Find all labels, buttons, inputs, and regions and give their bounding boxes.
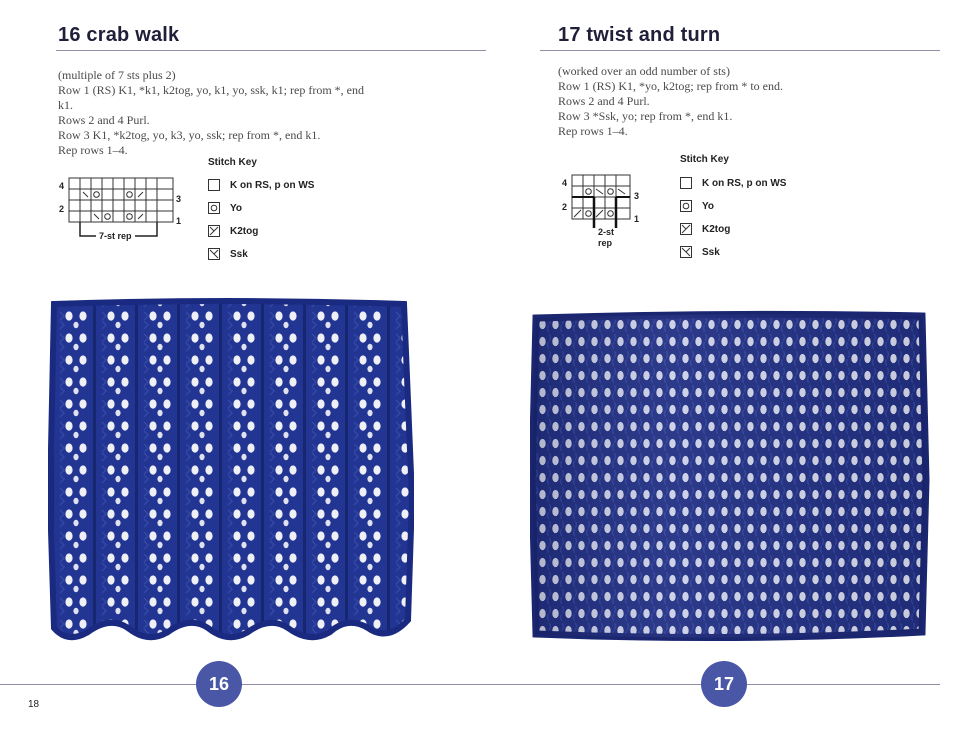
instruction-line: (worked over an odd number of sts): [558, 64, 730, 78]
stitch-key-label: K on RS, p on WS: [702, 177, 787, 189]
pattern-17-chart: [558, 170, 648, 255]
stitch-key-label: Yo: [230, 202, 243, 214]
stitch-key-item: [680, 200, 714, 212]
instruction-line: Rows 2 and 4 Purl.: [558, 94, 650, 108]
stitch-key-label: Ssk: [230, 248, 248, 260]
chart-row-label: 2: [562, 202, 568, 212]
chart-row-label: 1: [176, 216, 182, 226]
crab-walk-swatch-photo: [48, 298, 414, 648]
instruction-line: Row 1 (RS) K1, *yo, k2tog; rep from * to end.: [558, 79, 783, 93]
pattern-16-chart: [55, 172, 190, 244]
stitch-key-item: [680, 246, 720, 258]
blank-square-icon: [208, 179, 220, 191]
chart-row-label: 3: [176, 194, 182, 204]
stitch-key-item: [208, 248, 248, 260]
chart-row-label: 3: [634, 191, 640, 201]
instruction-line: Row 1 (RS) K1, *k1, k2tog, yo, k1, yo, ssk, k1; rep from *, end k1.: [58, 83, 364, 112]
stitch-key-item: [208, 179, 314, 191]
instruction-line: Rep rows 1–4.: [58, 143, 128, 157]
instruction-line: Row 3 *Ssk, yo; rep from *, end k1.: [558, 109, 733, 123]
circle-square-icon: [680, 200, 692, 212]
left-title-rule: [56, 50, 486, 51]
swatch-number-badge: 17: [701, 661, 747, 707]
stitch-key-item: [208, 202, 242, 214]
stitch-key-label: K2tog: [230, 225, 259, 237]
pattern-17-instructions: [558, 64, 858, 139]
instruction-line: Row 3 K1, *k2tog, yo, k3, yo, ssk; rep from *, end k1.: [58, 128, 321, 142]
stitch-key-label: Ssk: [702, 246, 720, 258]
stitch-key-label: K on RS, p on WS: [230, 179, 315, 191]
pattern-16-instructions: [58, 68, 378, 158]
right-slant-square-icon: [680, 223, 692, 235]
chart-row-label: 2: [59, 204, 65, 214]
chart-row-label: 4: [562, 178, 568, 188]
stitch-key-label: Yo: [702, 200, 715, 212]
pattern-17-title: 17 twist and turn: [558, 24, 721, 46]
stitch-key-item: [208, 225, 258, 237]
circle-square-icon: [208, 202, 220, 214]
chart-rep-label: rep: [598, 238, 613, 248]
stitch-key-item: [680, 177, 786, 189]
stitch-key-item: [680, 223, 730, 235]
chart-row-label: 4: [59, 181, 65, 191]
left-slant-square-icon: [680, 246, 692, 258]
instruction-line: Rep rows 1–4.: [558, 124, 628, 138]
stitch-key-title: Stitch Key: [680, 154, 729, 165]
swatch-number-badge: 16: [196, 661, 242, 707]
stitch-key-title: Stitch Key: [208, 157, 257, 168]
right-slant-square-icon: [208, 225, 220, 237]
left-slant-square-icon: [208, 248, 220, 260]
twist-and-turn-swatch-photo: [530, 310, 930, 644]
instruction-line: (multiple of 7 sts plus 2): [58, 68, 176, 82]
blank-square-icon: [680, 177, 692, 189]
chart-rep-label: 2-st: [598, 227, 615, 237]
chart-rep-label: 7-st rep: [99, 231, 132, 241]
stitch-key-label: K2tog: [702, 223, 731, 235]
right-title-rule: [540, 50, 940, 51]
page-number: 18: [28, 699, 40, 710]
bottom-rule: [0, 684, 940, 685]
pattern-16-title: 16 crab walk: [58, 24, 180, 46]
chart-row-label: 1: [634, 214, 640, 224]
instruction-line: Rows 2 and 4 Purl.: [58, 113, 150, 127]
